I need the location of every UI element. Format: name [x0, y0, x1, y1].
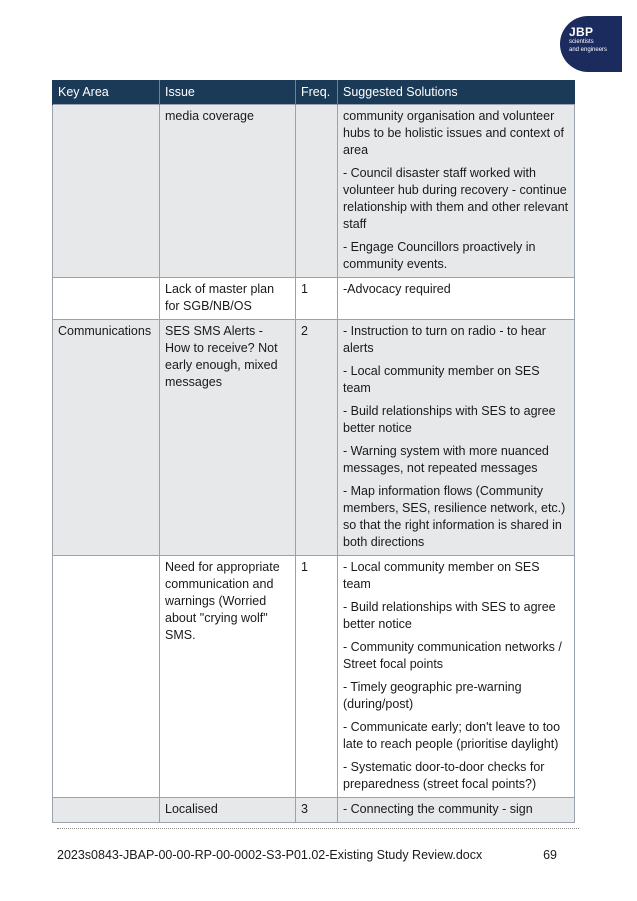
solution-item: - Engage Councillors proactively in community events.: [343, 240, 536, 271]
solution-item: - Systematic door-to-door checks for preparedness (street focal points?): [343, 760, 545, 791]
logo-brand: JBP: [569, 25, 594, 39]
cell-issue: SES SMS Alerts - How to receive? Not early enough, mixed messages: [160, 320, 296, 556]
cell-key-area: [53, 556, 160, 798]
logo-tagline-1: scientists: [569, 39, 594, 45]
solution-item: community organisation and volunteer hubs to be holistic issues and context of area: [343, 109, 564, 157]
cell-solutions: [338, 320, 575, 556]
cell-issue: media coverage: [160, 105, 296, 278]
header-key-area: Key Area: [53, 80, 160, 105]
header-issue: Issue: [160, 80, 296, 105]
cell-key-area: Communications: [53, 320, 160, 556]
solution-item: - Connecting the community - sign: [343, 802, 533, 816]
solution-item: -Advocacy required: [343, 282, 451, 296]
solution-item: - Build relationships with SES to agree better notice: [343, 404, 556, 435]
solution-item: - Instruction to turn on radio - to hear alerts: [343, 324, 546, 355]
table-row: [53, 798, 575, 823]
table-row: [53, 556, 575, 798]
cell-freq: 3: [296, 798, 338, 823]
cell-freq: 1: [296, 278, 338, 320]
header-suggested-solutions: Suggested Solutions: [338, 80, 575, 105]
solution-item: - Warning system with more nuanced messages, not repeated messages: [343, 444, 549, 475]
solution-item: - Timely geographic pre-warning (during/post): [343, 680, 522, 711]
cell-issue: Lack of master plan for SGB/NB/OS: [160, 278, 296, 320]
cell-key-area: [53, 105, 160, 278]
document-filename: 2023s0843-JBAP-00-00-RP-00-0002-S3-P01.02-Existing Study Review.docx: [57, 848, 483, 862]
cell-freq: 2: [296, 320, 338, 556]
cell-solutions: [338, 105, 575, 278]
header-freq: Freq.: [296, 80, 338, 105]
cell-key-area: [53, 798, 160, 823]
cell-issue: Localised: [160, 798, 296, 823]
page-footer: [57, 848, 579, 862]
solution-item: - Map information flows (Community members, SES, resilience network, etc.) so that the right information is shared in both directions: [343, 484, 566, 549]
jbp-logo: [560, 16, 622, 72]
table-row: [53, 278, 575, 320]
solution-item: - Local community member on SES team: [343, 560, 540, 591]
cell-solutions: [338, 798, 575, 823]
table-header-row: [53, 80, 575, 105]
cell-freq: 1: [296, 556, 338, 798]
cell-freq: [296, 105, 338, 278]
table-row: [53, 105, 575, 278]
table-row: [53, 320, 575, 556]
cell-solutions: [338, 556, 575, 798]
review-table: [52, 80, 575, 823]
solution-item: - Local community member on SES team: [343, 364, 540, 395]
solution-item: - Community communication networks / Street focal points: [343, 640, 562, 671]
page-number: 69: [543, 848, 557, 862]
solution-item: - Council disaster staff worked with volunteer hub during recovery - continue relationship with them and other relevant staff: [343, 166, 569, 231]
cell-key-area: [53, 278, 160, 320]
logo-tagline-2: and engineers: [569, 47, 608, 53]
cell-issue: Need for appropriate communication and warnings (Worried about "crying wolf" SMS.: [160, 556, 296, 798]
cell-solutions: [338, 278, 575, 320]
solution-item: - Build relationships with SES to agree better notice: [343, 600, 556, 631]
solution-item: - Communicate early; don't leave to too late to reach people (prioritise daylight): [343, 720, 561, 751]
footer-divider: [57, 828, 579, 829]
